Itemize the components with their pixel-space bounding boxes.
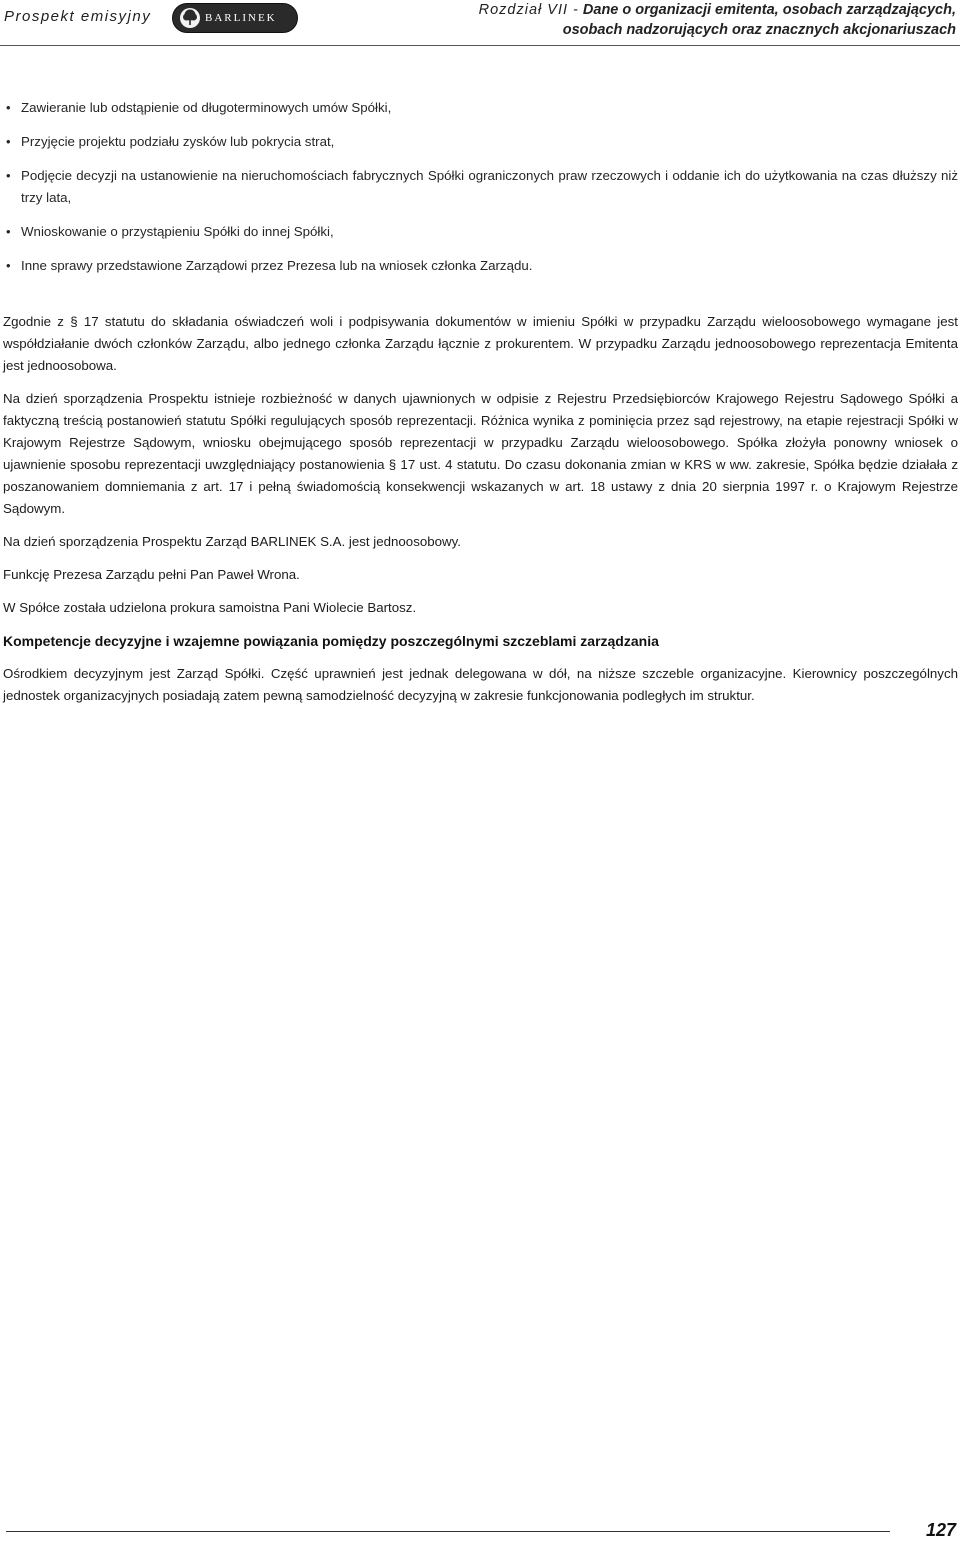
logo-text: BARLINEK [205, 12, 277, 24]
bullet-item [3, 221, 958, 243]
bullet-list [3, 97, 958, 277]
barlinek-logo [172, 3, 298, 33]
bullet-icon: • [6, 258, 11, 273]
page-header [0, 0, 960, 46]
chapter-number: Rozdział VII - [478, 2, 579, 18]
section-spacer [3, 289, 958, 311]
bullet-icon: • [6, 100, 11, 115]
bullet-text: Przyjęcie projektu podziału zysków lub pokrycia strat, [21, 134, 335, 149]
paragraph-board-size: Na dzień sporządzenia Prospektu Zarząd BARLINEK S.A. jest jednoosobowy. [3, 534, 461, 549]
chapter-title-text-1: Dane o organizacji emitenta, osobach zarządzających, [582, 2, 956, 18]
page-content [3, 97, 958, 718]
section-heading: Kompetencje decyzyjne i wzajemne powiązania pomiędzy poszczególnymi szczeblami zarządzania [3, 633, 659, 649]
bullet-icon: • [6, 134, 11, 149]
chapter-title-line-2: osobach nadzorujących oraz znacznych akcjonariuszach [562, 22, 956, 38]
tree-icon [179, 7, 201, 29]
footer-divider [6, 1531, 890, 1532]
chapter-title-line-1 [479, 0, 956, 20]
bullet-icon: • [6, 168, 11, 183]
paragraph-discrepancy: Na dzień sporządzenia Prospektu istnieje rozbieżność w danych ujawnionych w odpisie z Rejestru Przedsiębiorców Krajowego Rejestru Sądowego Spółki a faktyczną treścią postanowień statutu Spółki regulujących sposób reprezentacji. Różnica wynika z pominięcia przez sąd rejestrowy, na etapie rejestracji Spółki w Krajowym Rejestrze Sądowym, wniosku obejmującego sposób reprezentacji w przypadku Zarządu wieloosobowego. Spółka złożyła ponowny wniosek o ujawnienie sposobu reprezentacji uwzględniający postanowienia § 17 ust. 4 statutu. Do czasu dokonania zmian w KRS w ww. zakresie, Spółka będzie działała z poszanowaniem domniemania z art. 17 i pełną świadomością konsekwencji wskazanych w art. 18 ustawy z dnia 20 sierpnia 1997 r. o Krajowym Rejestrze Sądowym. [3, 391, 958, 516]
bullet-text: Inne sprawy przedstawione Zarządowi przez Prezesa lub na wniosek członka Zarządu. [21, 258, 533, 273]
paragraph-proxy: W Spółce została udzielona prokura samoistna Pani Wiolecie Bartosz. [3, 600, 417, 615]
bullet-text: Wnioskowanie o przystąpieniu Spółki do innej Spółki, [21, 224, 334, 239]
paragraph-decision-center: Ośrodkiem decyzyjnym jest Zarząd Spółki. Część uprawnień jest jednak delegowana w dół, na niższe szczeble organizacyjne. Kierownicy poszczególnych jednostek organizacyjnych posiadają zatem pewną samodzielność decyzyjną w zakresie funkcjonowania podległych im struktur. [3, 666, 958, 703]
page-number: 127 [925, 1520, 956, 1540]
bullet-item [3, 97, 958, 119]
bullet-icon: • [6, 224, 11, 239]
bullet-text: Zawieranie lub odstąpienie od długoterminowych umów Spółki, [21, 100, 392, 115]
bullet-text: Podjęcie decyzji na ustanowienie na nieruchomościach fabrycznych Spółki ograniczonych praw rzeczowych i oddanie ich do użytkowania na czas dłuższy niż trzy lata, [21, 168, 958, 205]
paragraph-representation: Zgodnie z § 17 statutu do składania oświadczeń woli i podpisywania dokumentów w imieniu Spółki w przypadku Zarządu wieloosobowego wymagane jest współdziałanie dwóch członków Zarządu, albo jednego członka Zarządu łącznie z prokurentem. W przypadku Zarządu jednoosobowego reprezentacja Emitenta jest jednoosobowa. [3, 314, 958, 373]
chapter-title [479, 0, 956, 40]
bullet-item [3, 131, 958, 153]
bullet-item [3, 165, 958, 209]
paragraph-president: Funkcję Prezesa Zarządu pełni Pan Paweł Wrona. [3, 567, 300, 582]
bullet-item [3, 255, 958, 277]
document-type-label: Prospekt emisyjny [4, 8, 152, 25]
